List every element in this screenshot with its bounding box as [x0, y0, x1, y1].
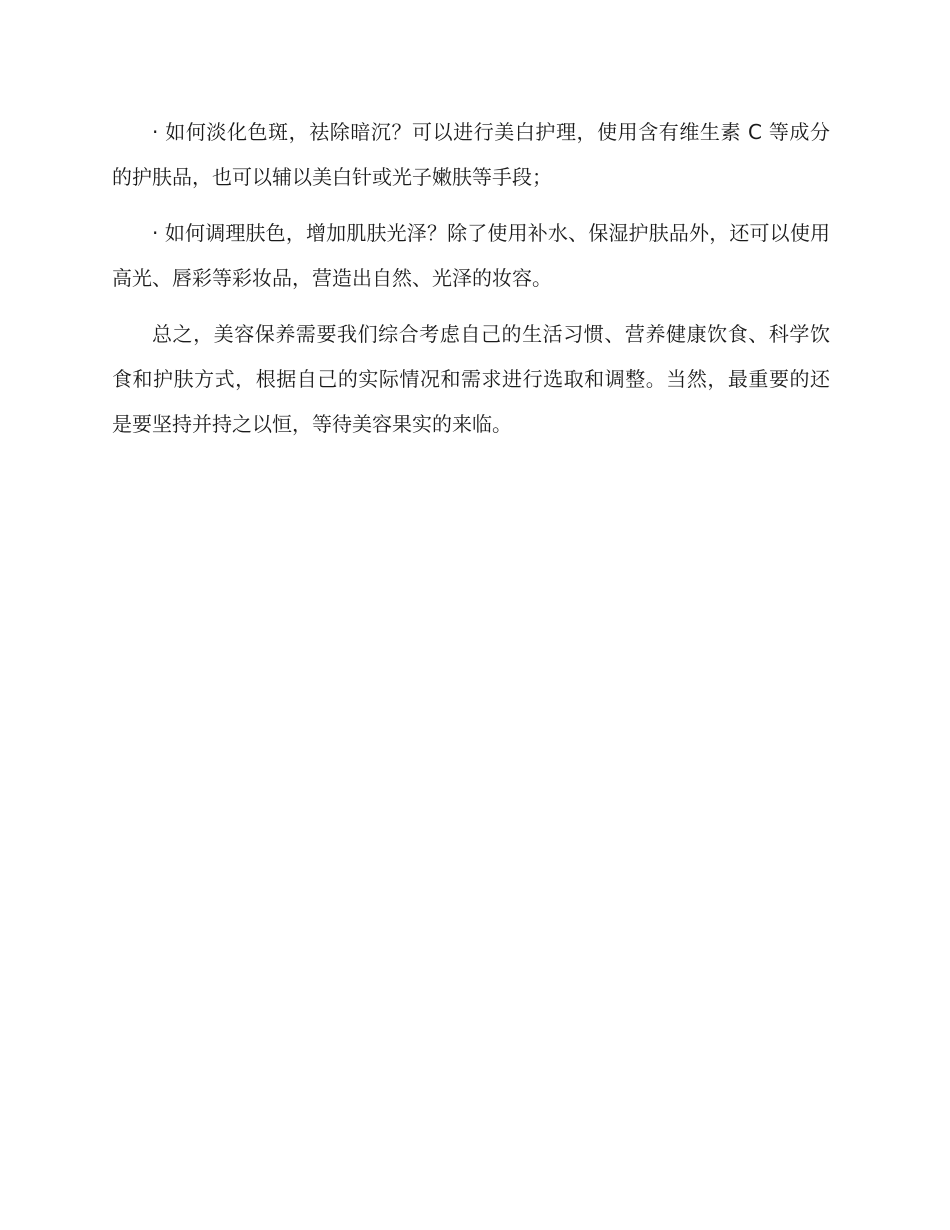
bullet-paragraph-spots: · 如何淡化色斑，祛除暗沉？可以进行美白护理，使用含有维生素 C 等成分的护肤品，也可以辅以美白针或光子嫩肤等手段；	[112, 120, 830, 189]
document-body	[112, 110, 830, 458]
bullet-paragraph-skin-tone: · 如何调理肤色，增加肌肤光泽？除了使用补水、保湿护肤品外，还可以使用高光、唇彩等彩妆品，营造出自然、光泽的妆容。	[112, 221, 830, 290]
summary-paragraph: 总之，美容保养需要我们综合考虑自己的生活习惯、营养健康饮食、科学饮食和护肤方式，根据自己的实际情况和需求进行选取和调整。当然，最重要的还是要坚持并持之以恒，等待美容果实的来临。	[112, 322, 830, 436]
